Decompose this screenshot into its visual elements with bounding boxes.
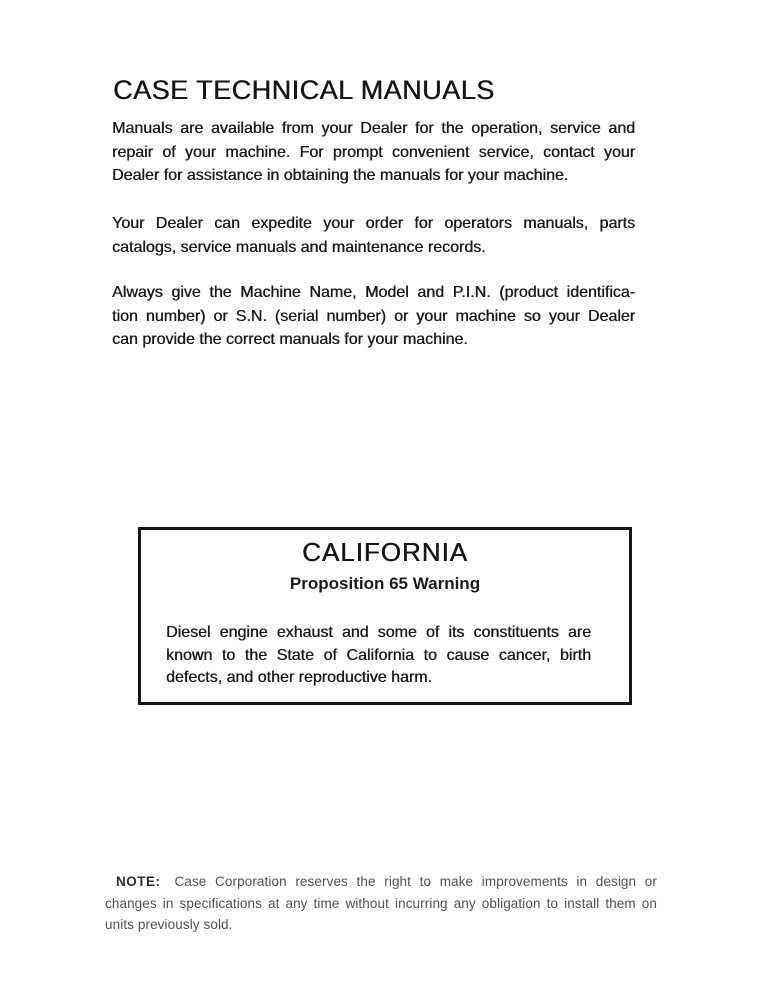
note-text: Case Corporation reserves the right to make improvements in design or	[174, 874, 657, 889]
paragraph-line: repair of your machine. For prompt convenient service, contact your	[112, 143, 635, 161]
paragraph-manuals-availability	[112, 117, 635, 188]
note-line: units previously sold.	[105, 917, 233, 932]
footer-note	[105, 871, 657, 936]
page-title: CASE TECHNICAL MANUALS	[113, 75, 495, 106]
warning-box-title: CALIFORNIA	[301, 537, 469, 567]
paragraph-dealer-expedite	[112, 212, 635, 259]
paragraph-line: Always give the Machine Name, Model and P.I.N. (product identifica-	[112, 284, 635, 301]
california-warning-box	[138, 527, 632, 705]
note-label: NOTE:	[116, 874, 161, 889]
paragraph-machine-identification	[112, 281, 635, 352]
note-line: changes in specifications at any time without incurring any obligation to install them on	[105, 895, 657, 911]
paragraph-line: Manuals are available from your Dealer for the operation, service and	[112, 120, 635, 137]
paragraph-line: catalogs, service manuals and maintenance records.	[112, 238, 486, 256]
paragraph-line: Your Dealer can expedite your order for operators manuals, parts	[112, 215, 635, 232]
warning-box-body	[141, 622, 629, 690]
paragraph-line: tion number) or S.N. (serial number) or your machine so your Dealer	[112, 307, 635, 325]
warning-body-line: defects, and other reproductive harm.	[166, 669, 432, 686]
warning-body-line: Diesel engine exhaust and some of its constituents are	[166, 624, 591, 641]
body-text-column	[112, 117, 635, 352]
paragraph-line: can provide the correct manuals for your machine.	[112, 331, 468, 348]
note-line	[105, 871, 657, 893]
warning-body-line: known to the State of California to cause cancer, birth	[166, 646, 591, 664]
paragraph-line: Dealer for assistance in obtaining the manuals for your machine.	[112, 167, 569, 184]
warning-box-subtitle: Proposition 65 Warning	[289, 574, 481, 593]
